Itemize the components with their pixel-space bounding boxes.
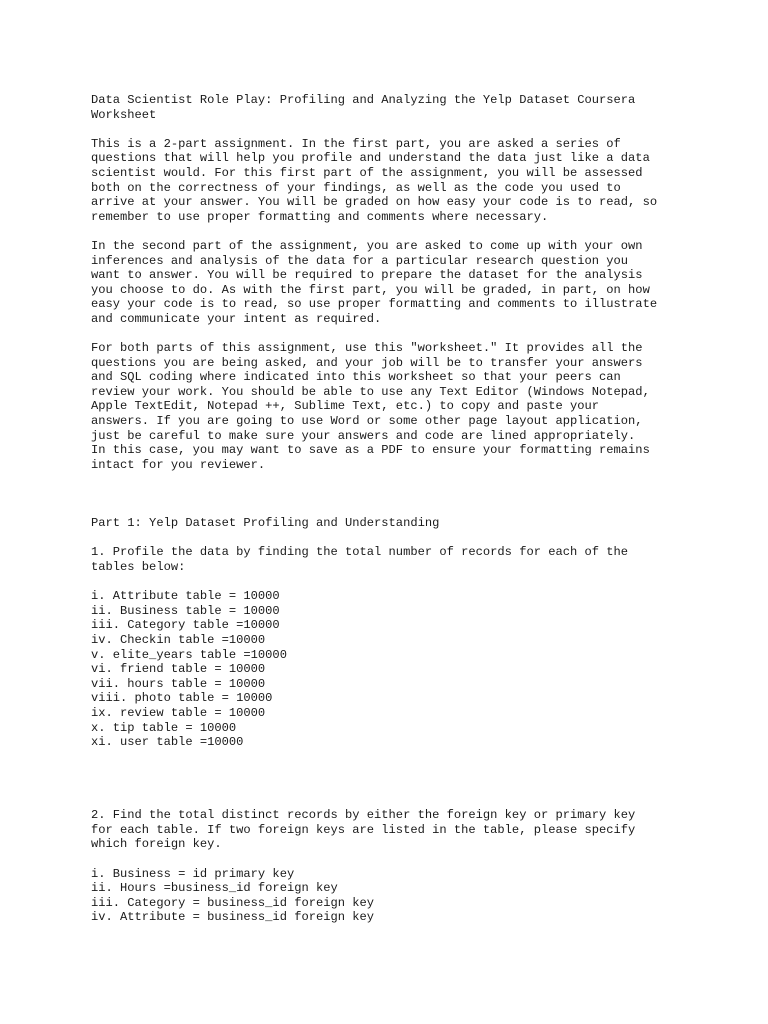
question-2-answer-list xyxy=(91,867,691,925)
list-item: vi. friend table = 10000 xyxy=(91,662,266,677)
list-item: ii. Hours =business_id foreign key xyxy=(91,881,338,896)
worksheet-page xyxy=(91,93,691,925)
list-item: ix. review table = 10000 xyxy=(91,705,266,720)
question-1: 1. Profile the data by finding the total number of records for each of the tables below: xyxy=(91,545,629,575)
intro-paragraph-2: In the second part of the assignment, you are asked to come up with your own inferences and analysis of the data for a particular research question you want to answer. You will be required to prepare the dataset for the analysis you choose to do. As with the first part, you will be graded, in part, on how easy your code is to read, so use proper formatting and comments to illustrate and communicate your intent as required. xyxy=(91,238,658,326)
question-2: 2. Find the total distinct records by either the foreign key or primary key for each table. If two foreign keys are listed in the table, please specify which foreign key. xyxy=(91,808,636,852)
list-item: i. Business = id primary key xyxy=(91,866,295,881)
list-item: i. Attribute table = 10000 xyxy=(91,589,280,604)
intro-paragraph-3: For both parts of this assignment, use this "worksheet." It provides all the questions you are being asked, and your job will be to transfer your answers and SQL coding where indicated into this worksheet so that your peers can review your work. You should be able to use any Text Editor (Windows Notepad, Apple TextEdit, Notepad ++, Sublime Text, etc.) to copy and paste your answers. If you are going to use Word or some other page layout application, just be careful to make sure your answers and code are lined appropriately. In this case, you may want to save as a PDF to ensure your formatting remains intact for you reviewer. xyxy=(91,341,650,472)
question-1-answer-list xyxy=(91,589,691,750)
list-item: v. elite_years table =10000 xyxy=(91,647,287,662)
part1-heading: Part 1: Yelp Dataset Profiling and Understanding xyxy=(91,516,440,531)
document-title: Data Scientist Role Play: Profiling and Analyzing the Yelp Dataset Coursera Worksheet xyxy=(91,93,636,122)
list-item: viii. photo table = 10000 xyxy=(91,691,273,706)
list-item: ii. Business table = 10000 xyxy=(91,603,280,618)
list-item: xi. user table =10000 xyxy=(91,735,244,750)
list-item: x. tip table = 10000 xyxy=(91,720,237,735)
list-item: iii. Category table =10000 xyxy=(91,618,280,633)
list-item: iii. Category = business_id foreign key xyxy=(91,895,375,910)
intro-paragraph-1: This is a 2-part assignment. In the first part, you are asked a series of questions that will help you profile and understand the data just like a data scientist would. For this first part of the assignment, you will be assessed both on the correctness of your findings, as well as the code you used to arrive at your answer. You will be graded on how easy your code is to read, so remember to use proper formatting and comments where necessary. xyxy=(91,136,658,224)
list-item: iv. Attribute = business_id foreign key xyxy=(91,910,375,925)
list-item: iv. Checkin table =10000 xyxy=(91,632,266,647)
list-item: vii. hours table = 10000 xyxy=(91,676,266,691)
